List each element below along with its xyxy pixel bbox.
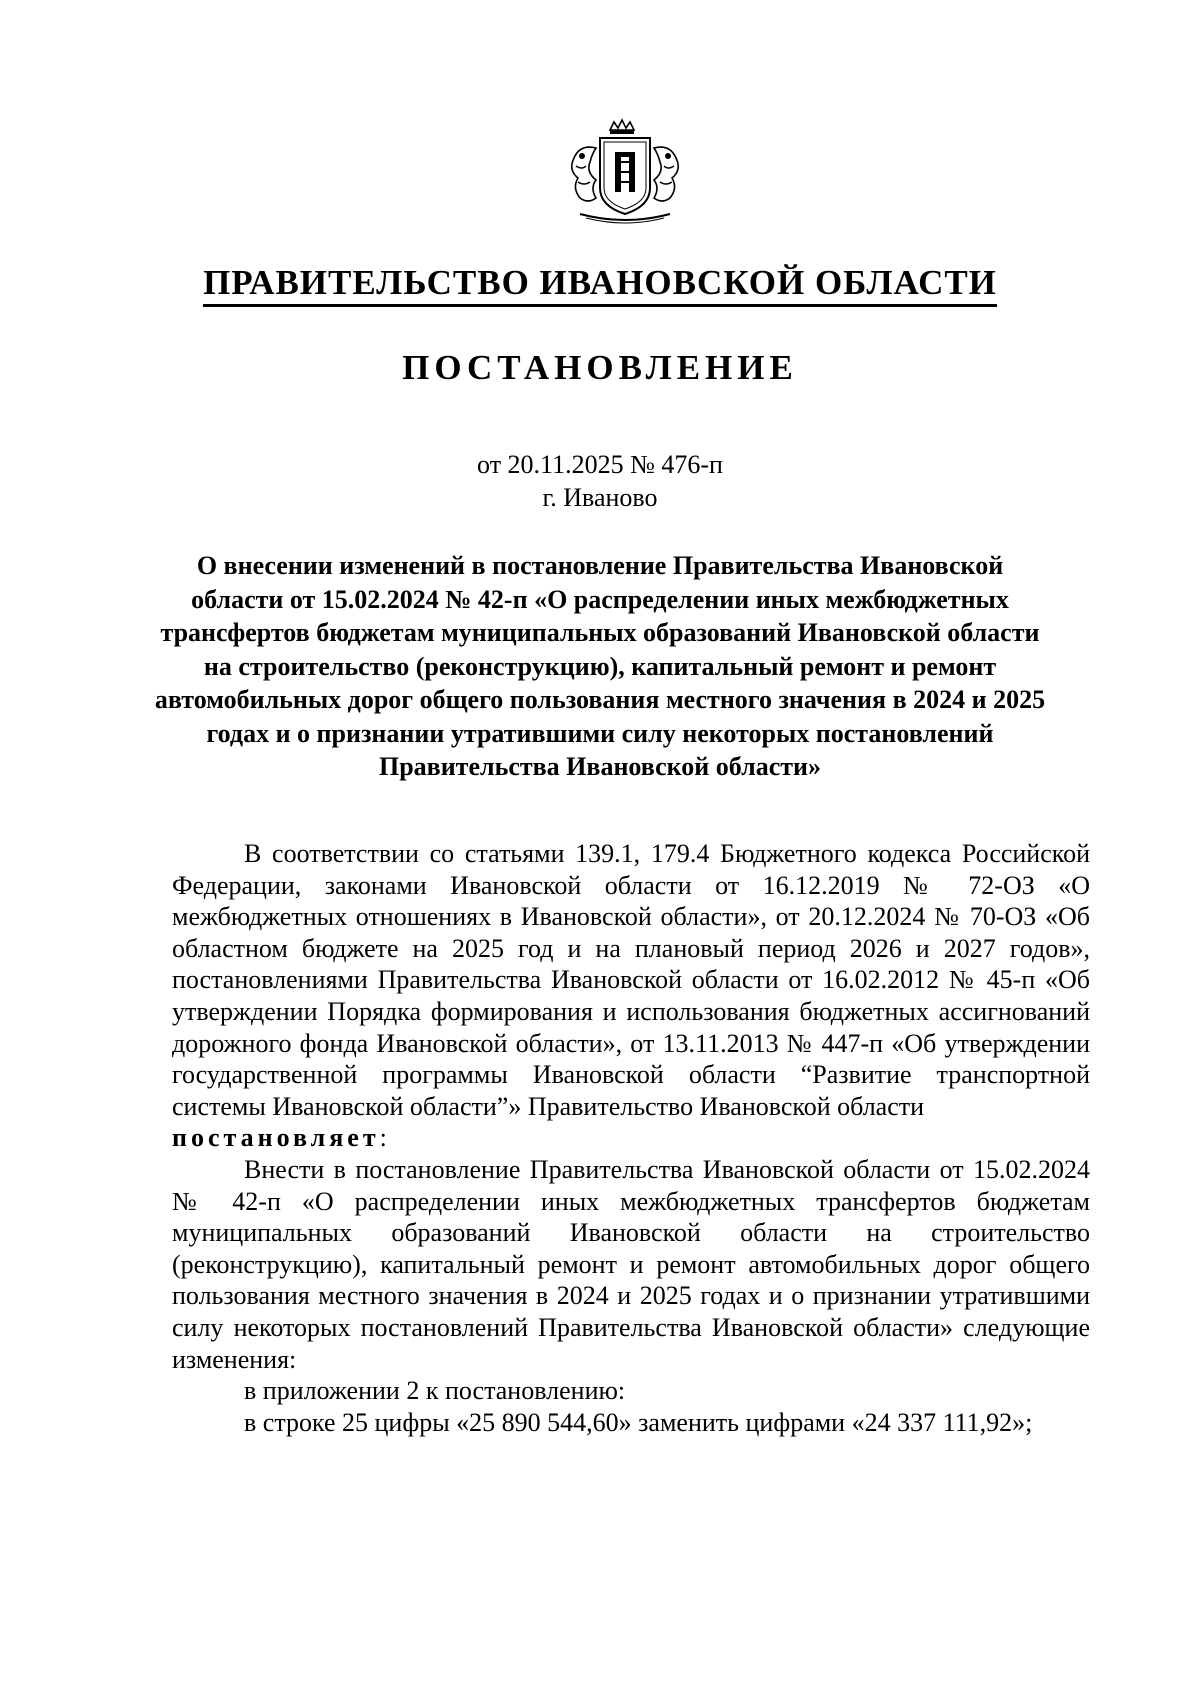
city: г. Иваново bbox=[542, 483, 658, 512]
preamble-text: В соответствии со статьями 139.1, 179.4 Бюджетного кодекса Российской Федерации, законами Ивановской области от 16.12.2019 № 72-ОЗ «О межбюджетных отношениях в Ивановской области», от 20.12.2024 № 70-ОЗ «Об областном бюджете на 2025 год и на плановый период 2026 и 2027 годов», постановлениями Правительства Ивановской области от 16.02.2012 № 45-п «Об утверждении Порядка формирования и использования бюджетных ассигнований дорожного фонда Ивановской области», от 13.11.2013 № 447-п «Об утверждении государственной программы Ивановской области “Развитие транспортной системы Ивановской области”» Правительство Ивановской области bbox=[172, 839, 1090, 1121]
document-body bbox=[172, 838, 1090, 1438]
preamble-paragraph bbox=[172, 838, 1090, 1154]
appendix-paragraph: в приложении 2 к постановлению: bbox=[244, 1376, 626, 1406]
document-meta bbox=[0, 448, 1200, 514]
amendment-paragraph: Внести в постановление Правительства Ивановской области от 15.02.2024 № 42-п «О распределении иных межбюджетных трансфертов бюджетам муниципальных образований Ивановской области на строительство (реконструкцию), капитальный ремонт и ремонт автомобильных дорог общего пользования местного значения в 2024 и 2025 годах и о признании утратившими силу некоторых постановлений Правительства Ивановской области» следующие изменения: bbox=[172, 1154, 1090, 1374]
document-subject: О внесении изменений в постановление Правительства Ивановской области от 15.02.2024 № 42-п «О распределении иных межбюджетных трансфертов бюджетам муниципальных образований Ивановской области на строительство (реконструкцию), капитальный ремонт и ремонт автомобильных дорог общего пользования местного значения в 2024 и 2025 годах и о признании утратившими силу некоторых постановлений Правительства Ивановской области» bbox=[154, 551, 1046, 781]
row-change-paragraph: в строке 25 цифры «25 890 544,60» заменить цифрами «24 337 111,92»; bbox=[244, 1407, 1033, 1437]
coat-of-arms-icon bbox=[560, 118, 690, 228]
document-type: ПОСТАНОВЛЕНИЕ bbox=[402, 348, 798, 387]
government-title bbox=[0, 263, 1200, 303]
resolves-colon: : bbox=[379, 1123, 387, 1153]
resolves-word: постановляет bbox=[172, 1123, 380, 1153]
government-title-text: ПРАВИТЕЛЬСТВО ИВАНОВСКОЙ ОБЛАСТИ bbox=[203, 263, 997, 307]
date-number: от 20.11.2025 № 476-п bbox=[477, 450, 723, 479]
